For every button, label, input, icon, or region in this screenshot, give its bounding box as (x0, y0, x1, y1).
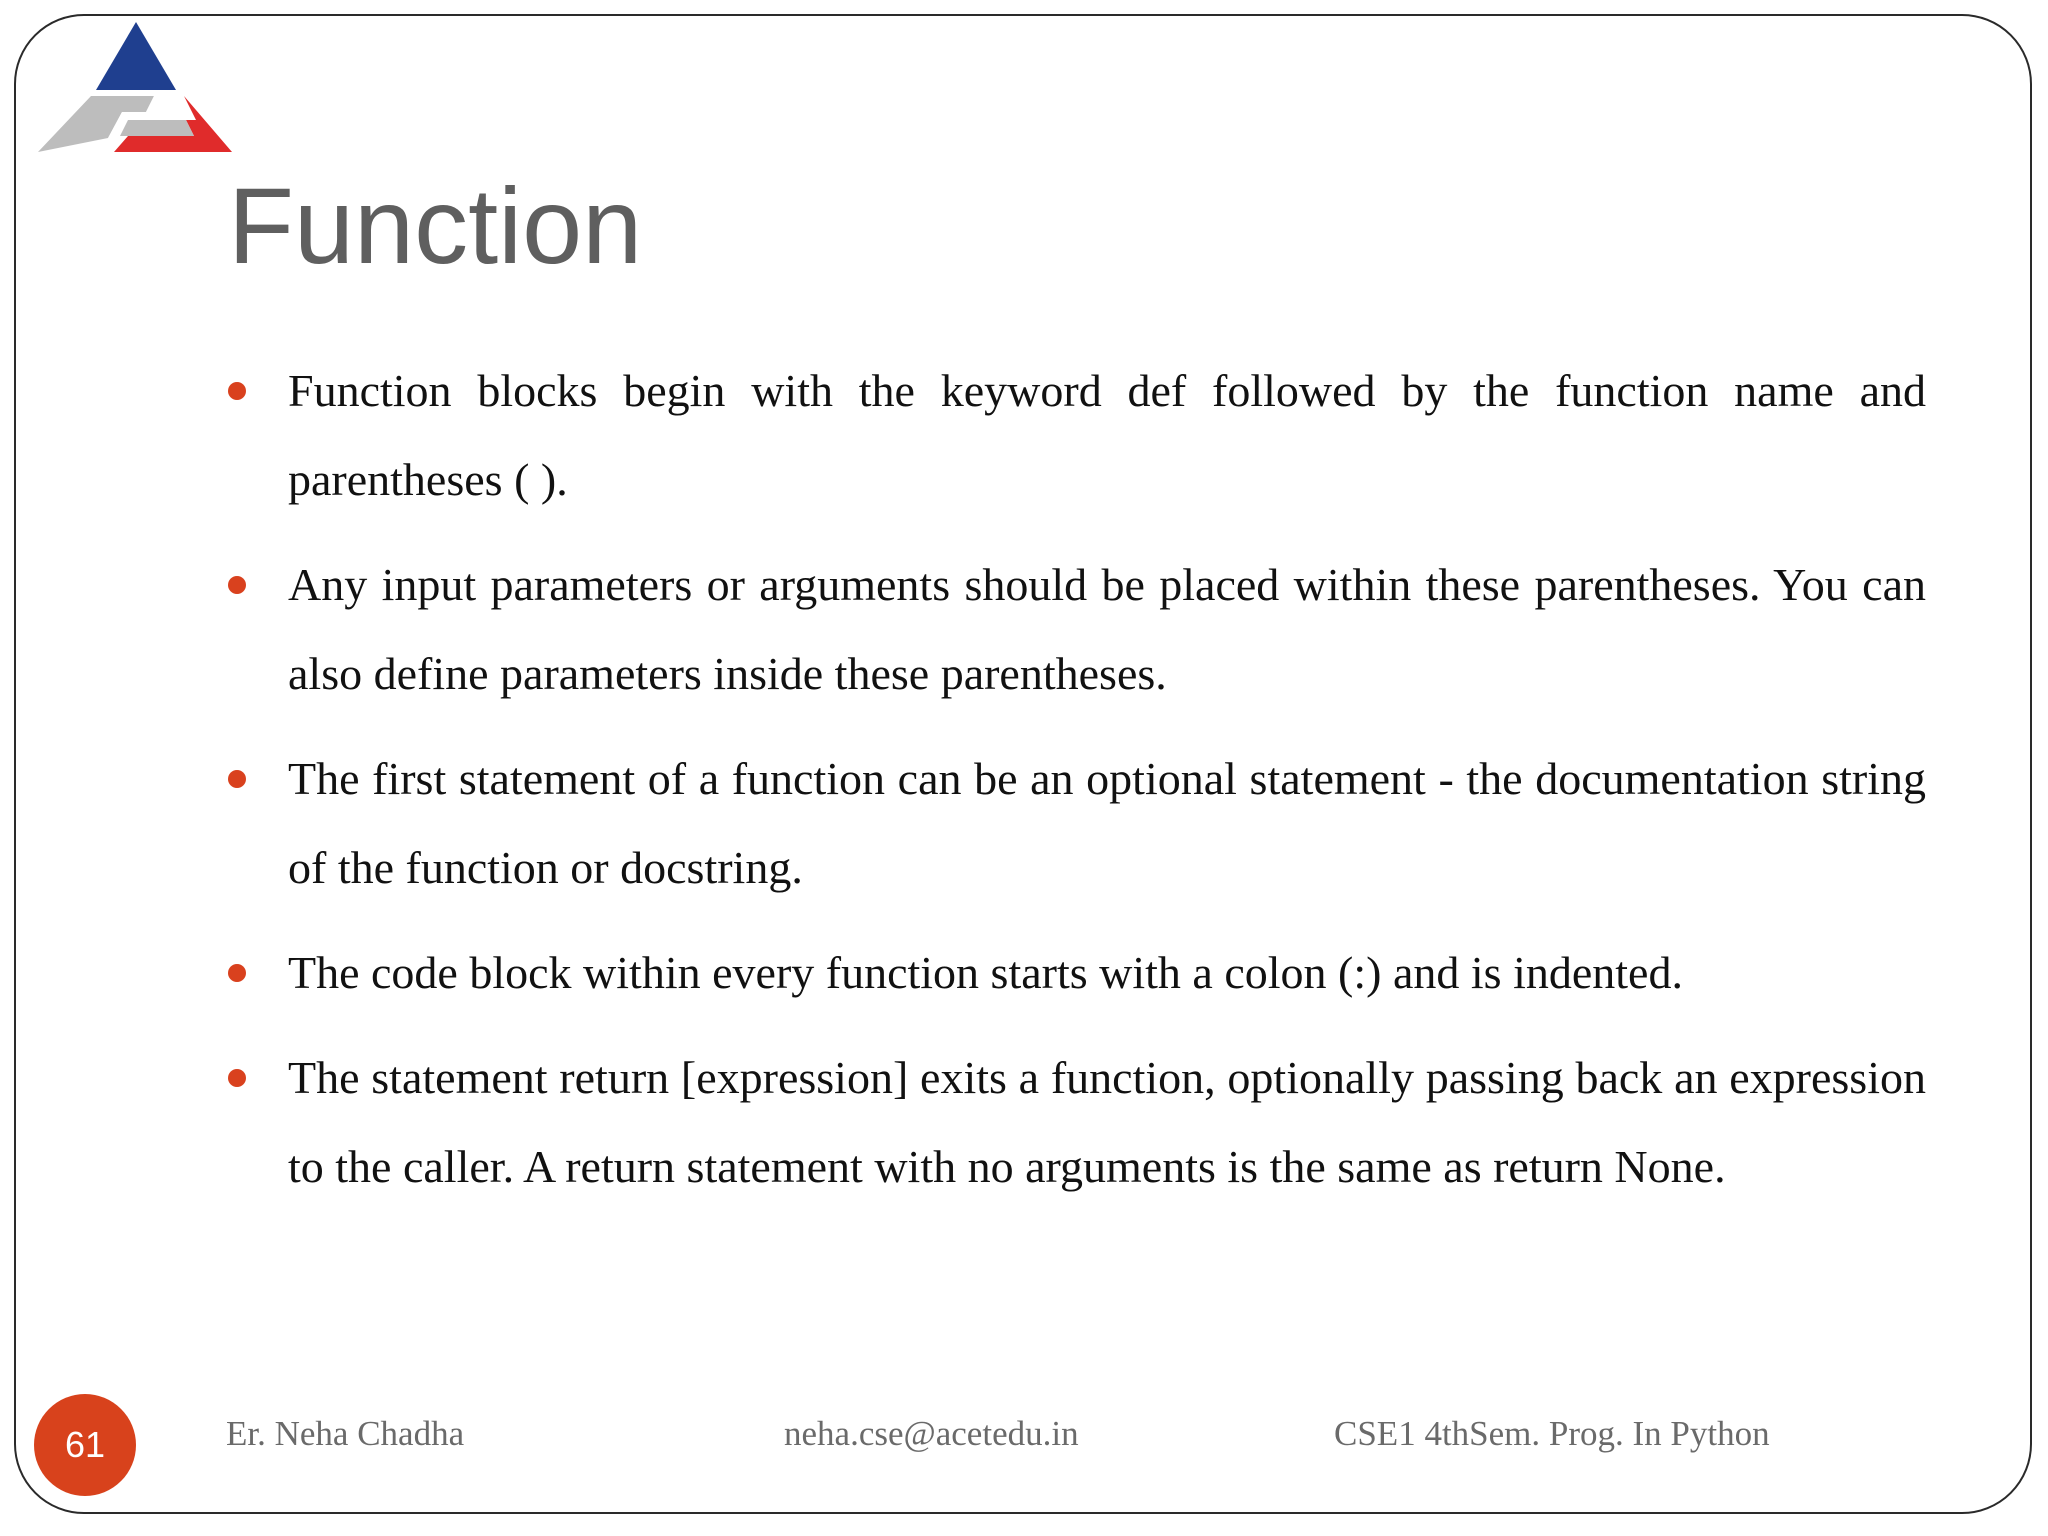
bullet-list (228, 346, 1926, 1227)
bullet-item (228, 540, 1926, 718)
bullet-text: Any input parameters or arguments should be placed within these parentheses. You can also define parameters inside these parentheses. (288, 559, 1926, 699)
bullet-item (228, 346, 1926, 524)
bullet-item (228, 928, 1926, 1017)
footer-author: Er. Neha Chadha (226, 1414, 465, 1453)
bullet-text: The code block within every function starts with a colon (:) and is indented. (288, 947, 1683, 998)
footer-email: neha.cse@acetedu.in (784, 1414, 1079, 1453)
bullet-text: Function blocks begin with the keyword def followed by the function name and parentheses ( ). (288, 365, 1926, 505)
bullet-text: The statement return [expression] exits a function, optionally passing back an expression to the caller. A return statement with no arguments is the same as return None. (288, 1052, 1926, 1192)
bullet-dot-icon (228, 1069, 246, 1087)
bullet-item (228, 734, 1926, 912)
bullet-dot-icon (228, 382, 246, 400)
slide-title: Function (228, 165, 643, 286)
bullet-dot-icon (228, 964, 246, 982)
bullet-dot-icon (228, 770, 246, 788)
footer-course: CSE1 4thSem. Prog. In Python (1334, 1414, 1770, 1453)
page-number-badge: 61 (34, 1394, 136, 1496)
bullet-text: The first statement of a function can be an optional statement - the documentation string of the function or docstring. (288, 753, 1926, 893)
institution-logo-icon (36, 20, 236, 160)
bullet-dot-icon (228, 576, 246, 594)
bullet-item (228, 1033, 1926, 1211)
